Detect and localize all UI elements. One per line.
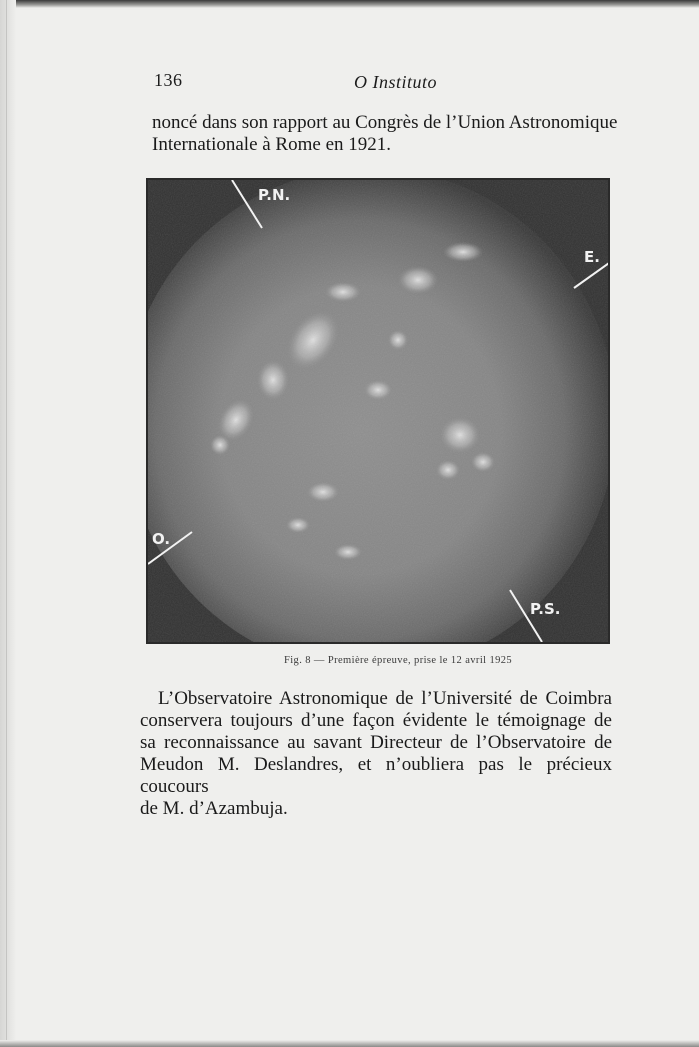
running-title: O Instituto	[354, 72, 438, 92]
paragraph-continuation	[152, 112, 624, 156]
label-west: O.	[152, 530, 171, 548]
page-top-shadow	[0, 0, 699, 8]
spectroheliogram-image	[148, 180, 608, 642]
text-line: conservera toujours d’une façon évidente le témoignage de	[140, 710, 612, 731]
figure-caption: Fig. 8 — Première épreuve, prise le 12 avril 1925	[284, 655, 513, 666]
page-number: 136	[154, 70, 183, 90]
text-line: noncé dans son rapport au Congrès de l’Union Astronomique	[152, 112, 618, 133]
label-east: E.	[584, 248, 600, 266]
solar-photograph	[146, 178, 610, 644]
paragraph-acknowledgement	[140, 688, 612, 820]
page-bottom-shadow	[0, 1040, 699, 1047]
text-line: de M. d’Azambuja.	[140, 798, 288, 819]
label-south-pole: P.S.	[530, 600, 561, 618]
page-binding-edge	[0, 0, 16, 1047]
text-line: Meudon M. Deslandres, et n’oubliera pas le précieux coucours	[140, 754, 612, 797]
binding-line	[6, 0, 7, 1047]
text-line: Internationale à Rome en 1921.	[152, 134, 392, 155]
label-north-pole: P.N.	[258, 186, 291, 204]
text-line: L’Observatoire Astronomique de l’Université de Coimbra	[158, 688, 612, 709]
text-line: sa reconnaissance au savant Directeur de l’Observatoire de	[140, 732, 612, 753]
